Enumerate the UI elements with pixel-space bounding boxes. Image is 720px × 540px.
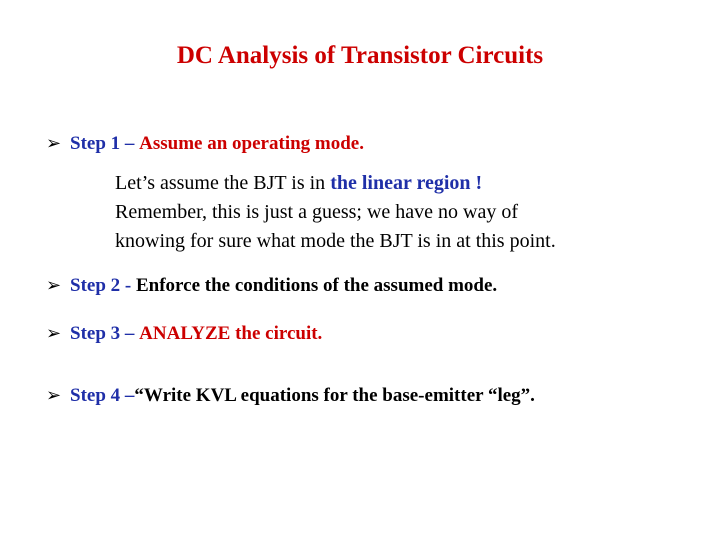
arrow-bullet-icon: ➢ bbox=[46, 275, 62, 296]
step-2-label: Step 2 - bbox=[70, 275, 136, 296]
step-3-label: Step 3 – bbox=[70, 323, 140, 344]
step-1-label: Step 1 – bbox=[70, 133, 140, 154]
arrow-bullet-icon: ➢ bbox=[46, 133, 62, 154]
step-2-bullet bbox=[46, 275, 497, 297]
step-4-bullet bbox=[46, 385, 535, 407]
step-1-body-line-3: knowing for sure what mode the BJT is in at this point. bbox=[115, 230, 556, 252]
arrow-bullet-icon: ➢ bbox=[46, 385, 62, 406]
step-1-body-line-2: Remember, this is just a guess; we have no way of bbox=[115, 201, 519, 223]
step-1-body-prefix: Let’s assume the BJT is in bbox=[115, 172, 331, 194]
step-3-text: ANALYZE the circuit. bbox=[139, 323, 323, 344]
arrow-bullet-icon: ➢ bbox=[46, 323, 62, 344]
step-3-bullet bbox=[46, 323, 322, 345]
slide-title: DC Analysis of Transistor Circuits bbox=[176, 42, 544, 69]
step-1-text: Assume an operating mode. bbox=[139, 133, 364, 154]
linear-region-highlight: the linear region ! bbox=[330, 172, 483, 194]
step-4-label: Step 4 – bbox=[70, 385, 135, 406]
step-1-bullet bbox=[46, 133, 364, 155]
step-2-text: Enforce the conditions of the assumed mode. bbox=[135, 275, 498, 296]
step-4-text: “Write KVL equations for the base-emitter “leg”. bbox=[134, 385, 535, 406]
step-1-body-line-1 bbox=[115, 172, 482, 195]
